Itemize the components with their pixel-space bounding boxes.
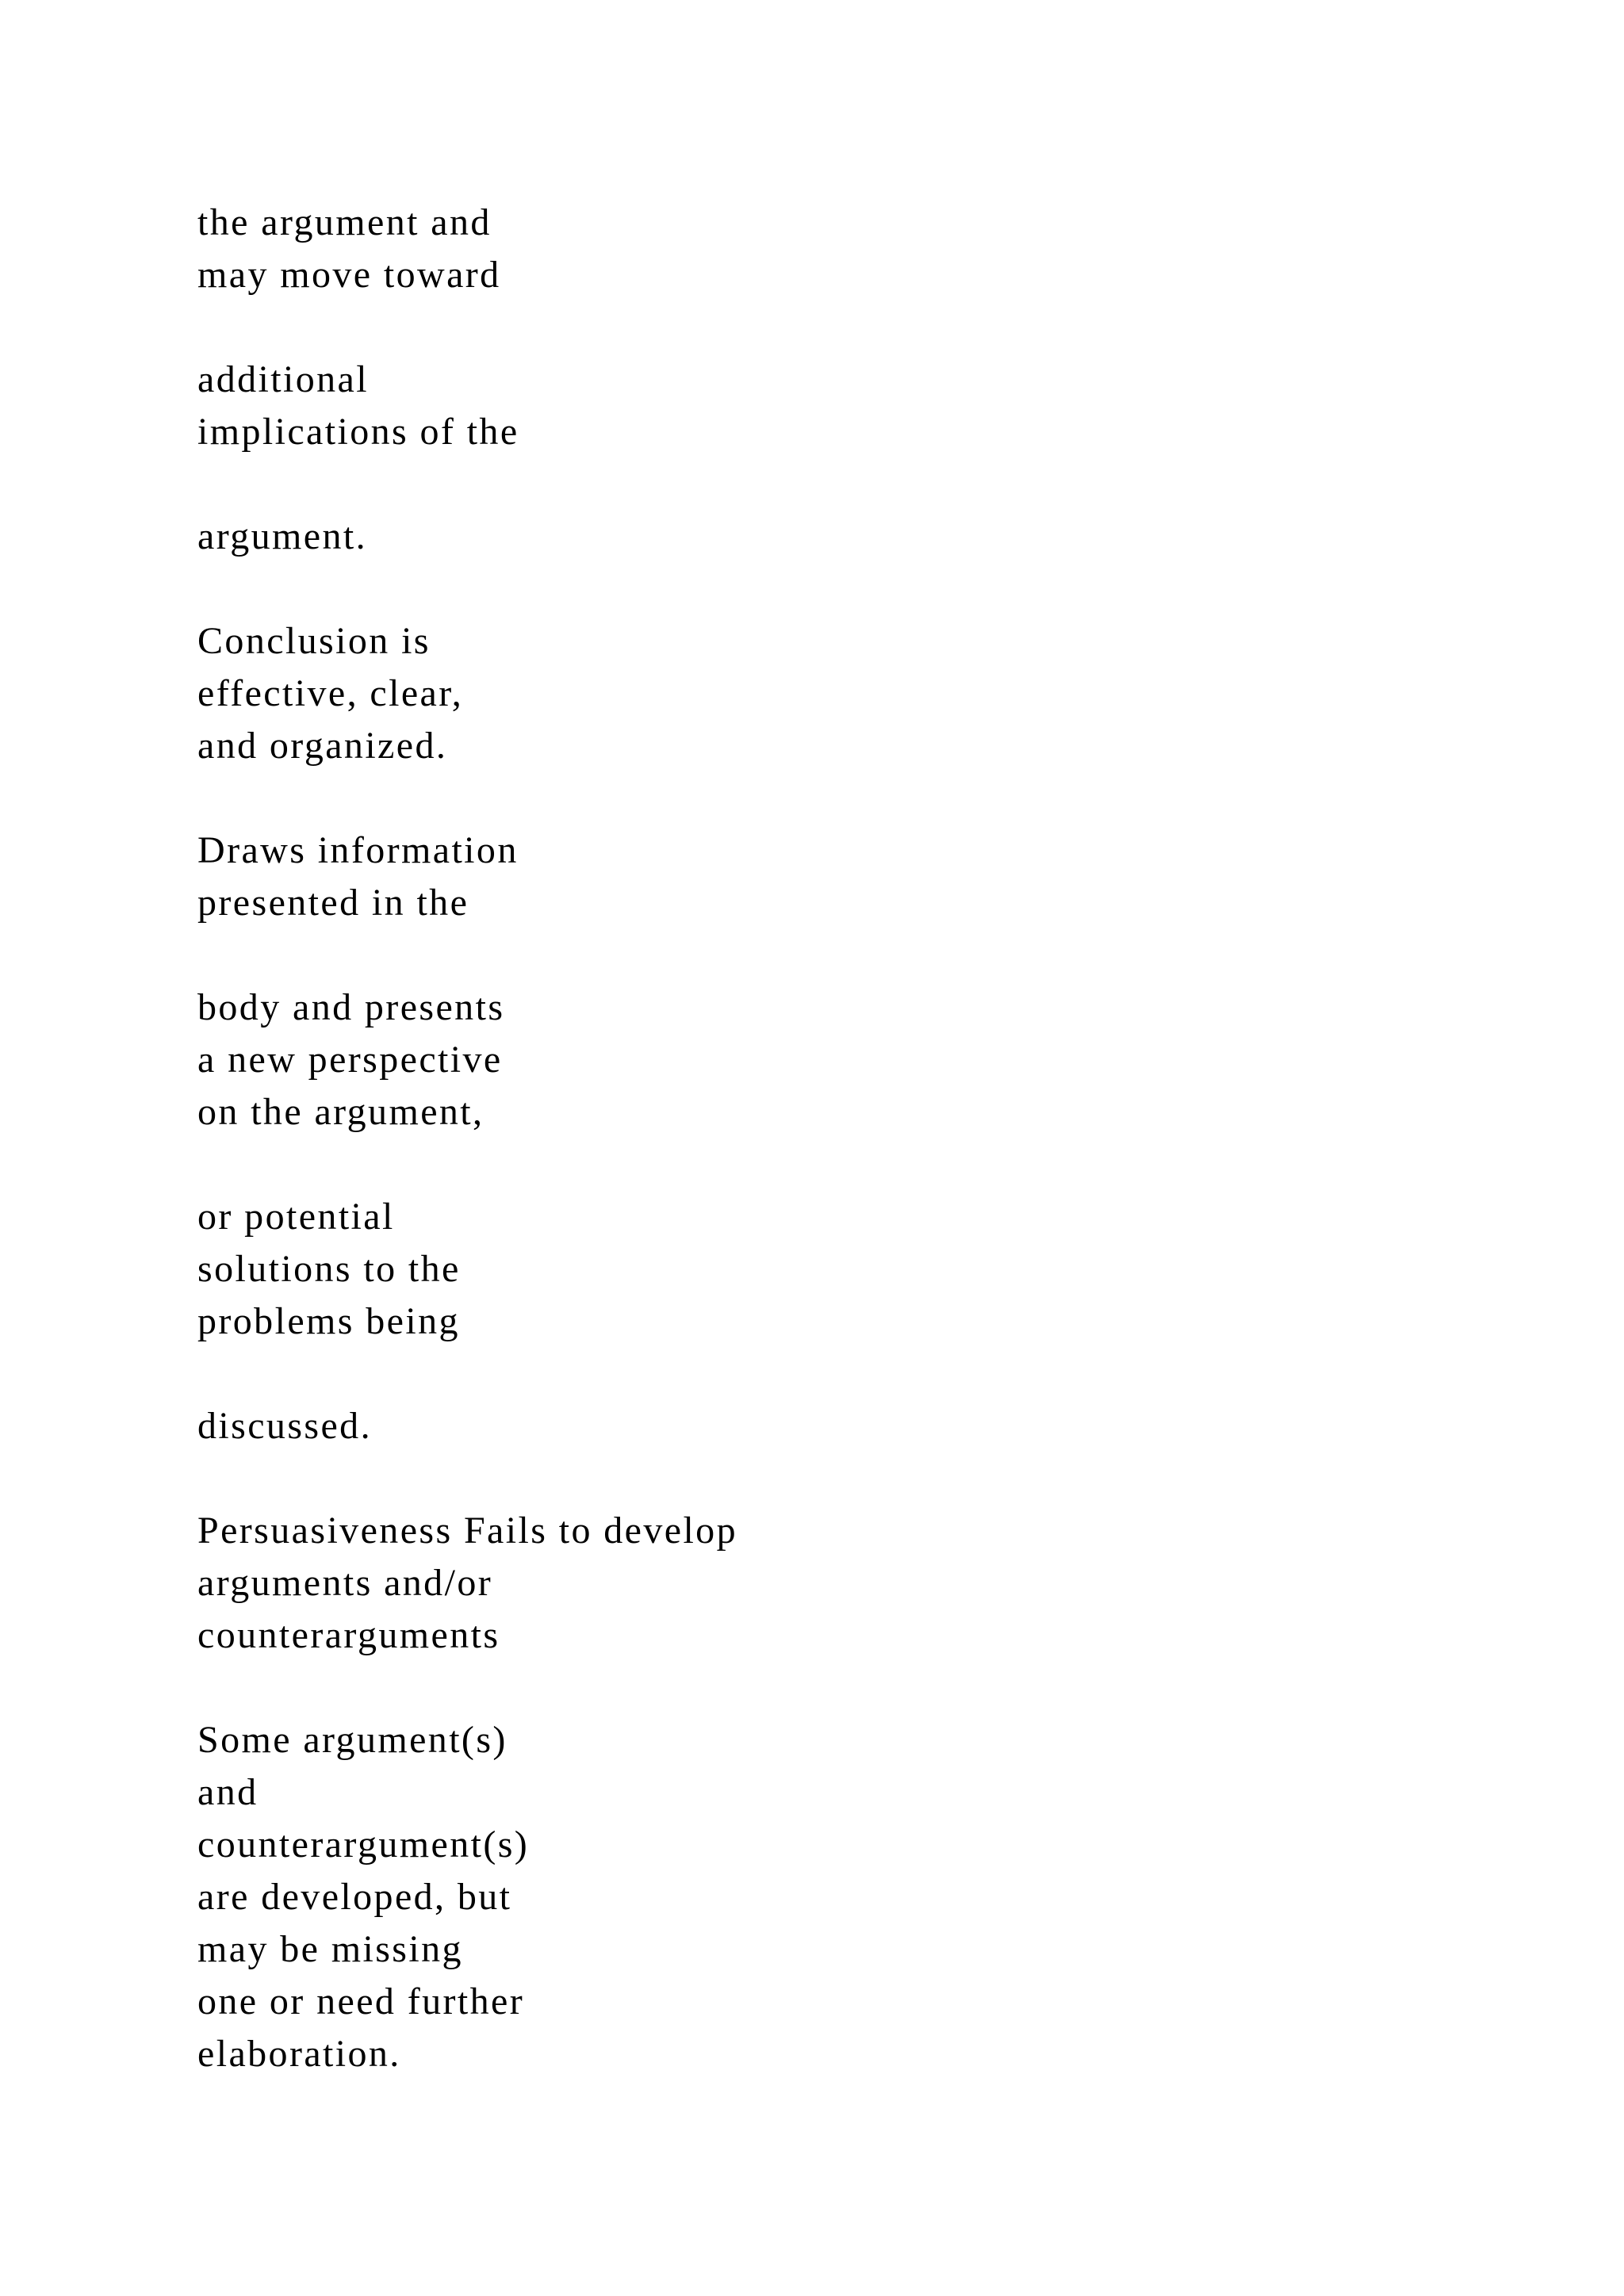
- blank-line: [197, 1348, 1545, 1400]
- blank-line: [197, 563, 1545, 615]
- blank-line: [197, 929, 1545, 982]
- text-line: implications of the: [197, 411, 519, 453]
- text-line: and: [197, 1771, 259, 1813]
- text-line: effective, clear,: [197, 672, 464, 714]
- text-line: Persuasiveness Fails to develop: [197, 1510, 737, 1552]
- text-line: Some argument(s): [197, 1719, 508, 1761]
- text-line: on the argument,: [197, 1091, 485, 1133]
- text-line: arguments and/or: [197, 1562, 493, 1604]
- text-line: problems being: [197, 1300, 460, 1342]
- text-line: Draws information: [197, 829, 519, 871]
- text-line: additional: [197, 358, 369, 400]
- text-line: may move toward: [197, 254, 501, 296]
- text-line: one or need further: [197, 1980, 525, 2022]
- text-line: counterarguments: [197, 1614, 500, 1656]
- text-line: elaboration.: [197, 2033, 401, 2075]
- text-line: may be missing: [197, 1928, 463, 1970]
- blank-line: [197, 301, 1545, 354]
- blank-line: [197, 1662, 1545, 1714]
- text-line: and organized.: [197, 725, 448, 767]
- text-line: solutions to the: [197, 1248, 461, 1290]
- blank-line: [197, 458, 1545, 511]
- text-line: counterargument(s): [197, 1823, 530, 1866]
- text-line: presented in the: [197, 882, 469, 924]
- text-line: the argument and: [197, 201, 492, 243]
- blank-line: [197, 1138, 1545, 1191]
- text-line: a new perspective: [197, 1039, 503, 1081]
- text-line: body and presents: [197, 986, 505, 1028]
- text-line: discussed.: [197, 1405, 372, 1447]
- text-line: or potential: [197, 1196, 395, 1238]
- text-line: are developed, but: [197, 1876, 512, 1918]
- document-body: [197, 197, 1545, 2080]
- text-line: Conclusion is: [197, 620, 431, 662]
- blank-line: [197, 1452, 1545, 1505]
- blank-line: [197, 772, 1545, 825]
- text-line: argument.: [197, 515, 367, 557]
